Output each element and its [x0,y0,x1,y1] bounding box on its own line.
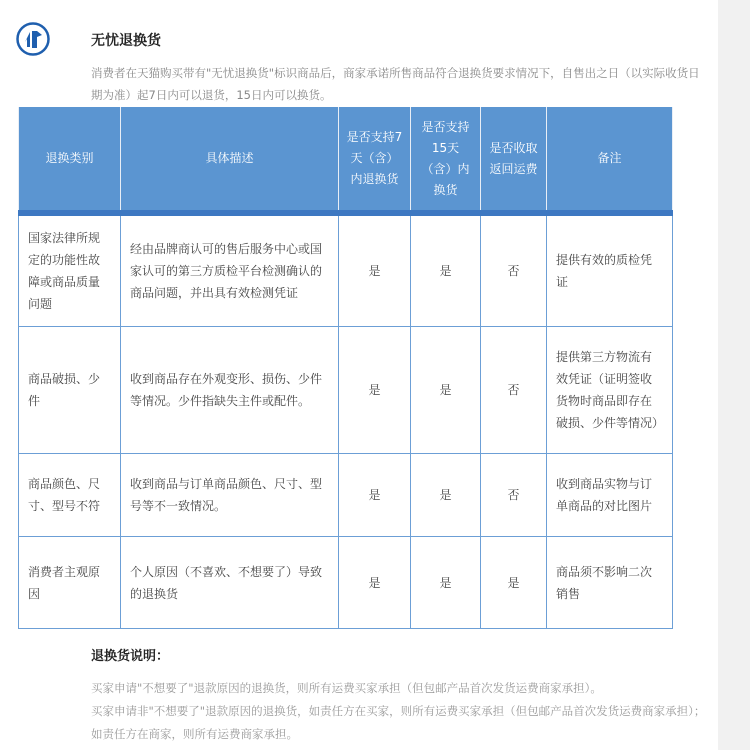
cell-category: 消费者主观原因 [19,537,121,629]
section-title: 无忧退换货 [91,33,161,49]
cell-category: 商品颜色、尺寸、型号不符 [19,453,121,537]
cell-exchange-15: 是 [411,453,481,537]
intro-text: 消费者在天猫购买带有"无忧退换货"标识商品后，商家承诺所售商品符合退换货要求情况下，自售出之日（以实际收货日期为准）起7日内可以退货，15日内可以换货。 [91,66,700,102]
note-line: 如责任方在商家，则所有运费商家承担。 [91,727,298,741]
cell-fee: 是 [481,537,547,629]
cell-exchange-15: 是 [411,213,481,326]
cell-remark: 收到商品实物与订单商品的对比图片 [547,453,673,537]
note-line: 买家申请"不想要了"退款原因的退换货，则所有运费买家承担（但包邮产品首次发货运费商家承担）。 [91,681,602,695]
table-row [19,326,673,453]
header-return-fee: 是否收取返回运费 [481,107,547,213]
cell-return-7: 是 [339,453,411,537]
cell-category: 国家法律所规定的功能性故障或商品质量问题 [19,213,121,326]
table-row [19,213,673,326]
right-margin-strip [718,0,750,750]
notes-title: 退换货说明： [91,649,170,664]
cell-return-7: 是 [339,537,411,629]
note-line: 买家申请非"不想要了"退款原因的退换货，如责任方在买家，则所有运费买家承担（但包邮产品首次发货运费商家承担）； [91,704,706,718]
cell-return-7: 是 [339,326,411,453]
cell-fee: 否 [481,326,547,453]
header-category: 退换类别 [19,107,121,213]
return-policy-table [18,107,673,629]
cell-description: 个人原因（不喜欢、不想要了）导致的退换货 [121,537,339,629]
header-remark: 备注 [547,107,673,213]
cell-description: 经由品牌商认可的售后服务中心或国家认可的第三方质检平台检测确认的商品问题，并出具有效检测凭证 [121,213,339,326]
cell-exchange-15: 是 [411,537,481,629]
cell-remark: 商品须不影响二次销售 [547,537,673,629]
guarantee-logo-icon [16,22,50,56]
cell-description: 收到商品存在外观变形、损伤、少件等情况。少件指缺失主件或配件。 [121,326,339,453]
cell-fee: 否 [481,213,547,326]
cell-return-7: 是 [339,213,411,326]
cell-fee: 否 [481,453,547,537]
header-description: 具体描述 [121,107,339,213]
cell-category: 商品破损、少件 [19,326,121,453]
header-return-7-days: 是否支持7天（含）内退换货 [339,107,411,213]
cell-description: 收到商品与订单商品颜色、尺寸、型号等不一致情况。 [121,453,339,537]
cell-exchange-15: 是 [411,326,481,453]
table-row [19,537,673,629]
table-header-row [19,107,673,213]
header-exchange-15-days: 是否支持15天（含）内换货 [411,107,481,213]
cell-remark: 提供有效的质检凭证 [547,213,673,326]
table-row [19,453,673,537]
cell-remark: 提供第三方物流有效凭证（证明签收货物时商品即存在破损、少件等情况） [547,326,673,453]
